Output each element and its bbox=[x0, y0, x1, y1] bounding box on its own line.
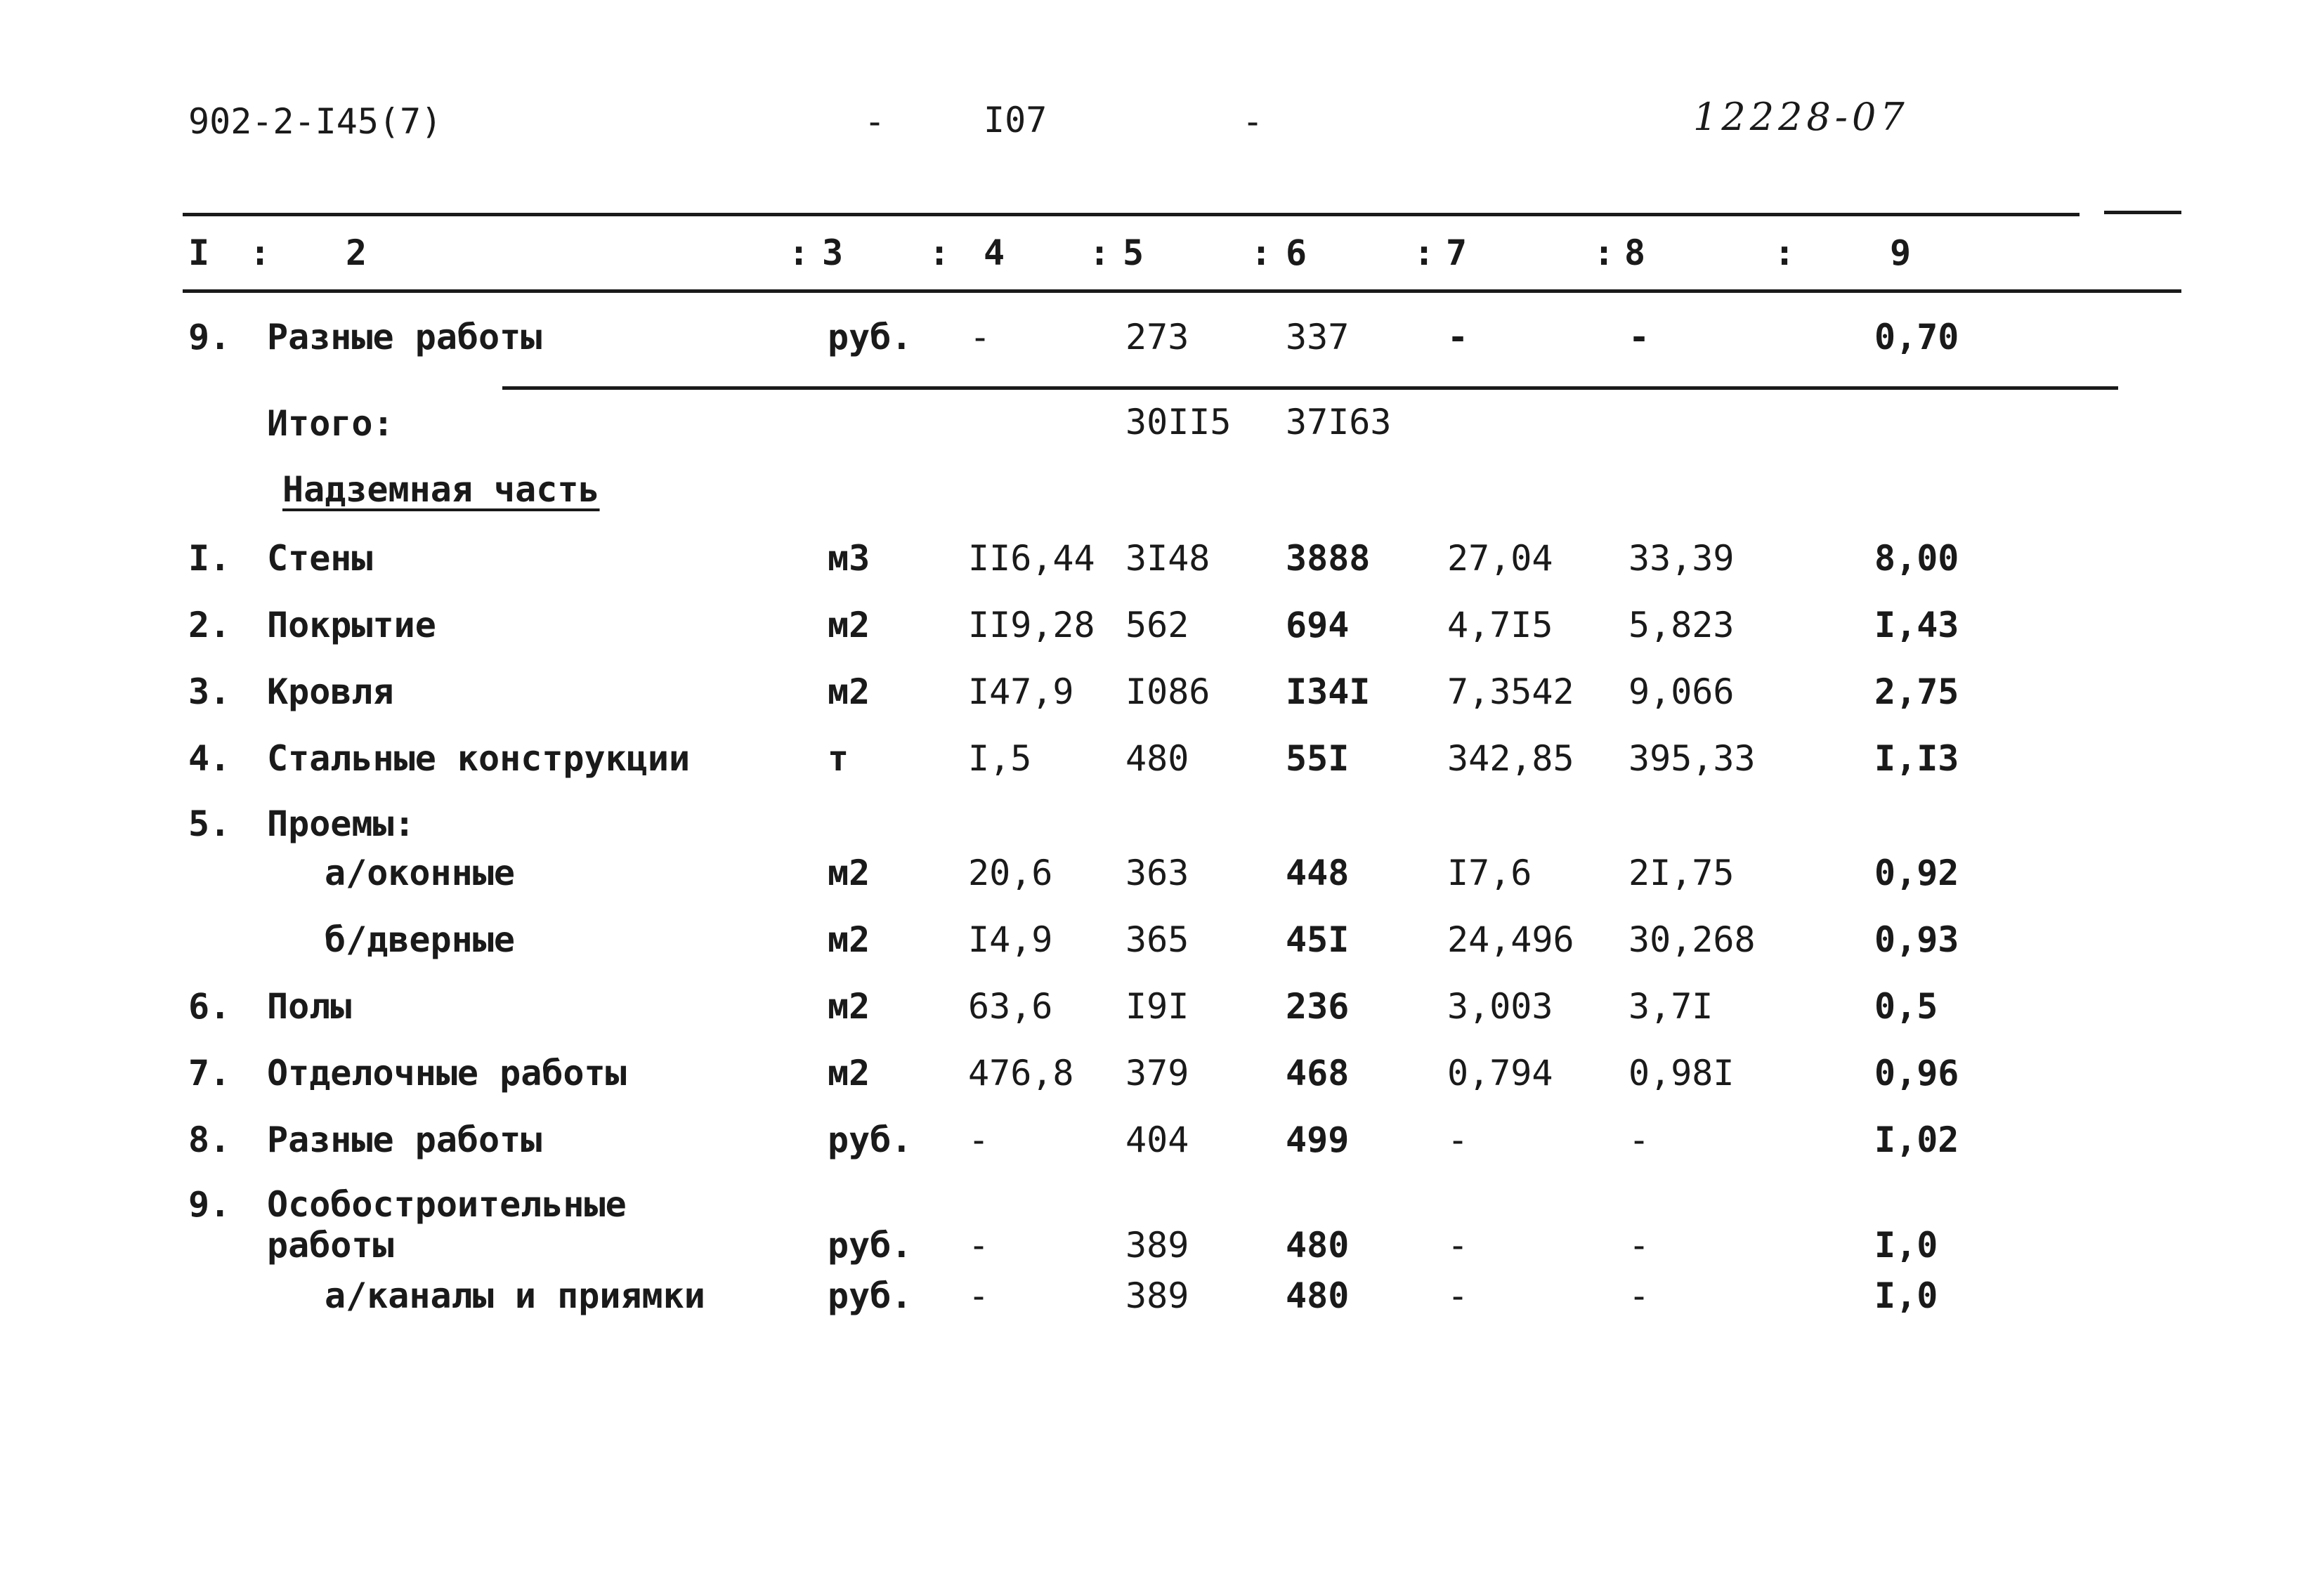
row-unit: руб. bbox=[828, 317, 913, 357]
total-label: Итого: bbox=[267, 403, 394, 444]
total-c5: 30II5 bbox=[1125, 402, 1232, 442]
cell-c6: 468 bbox=[1286, 1053, 1350, 1094]
row-unit: м2 bbox=[828, 986, 870, 1027]
total-rule bbox=[502, 386, 2118, 390]
col-separator: : bbox=[1414, 232, 1435, 273]
cell-c8: 3,7I bbox=[1628, 986, 1713, 1027]
cell-c8: - bbox=[1628, 1275, 1650, 1316]
row-number: 8. bbox=[188, 1119, 231, 1160]
row-name: а/оконные bbox=[325, 853, 515, 893]
cell-c4: I,5 bbox=[968, 738, 1032, 779]
cell-c8: - bbox=[1628, 317, 1650, 357]
row-unit: м2 bbox=[828, 671, 870, 712]
cell-c4: I4,9 bbox=[968, 919, 1053, 960]
col-header: 9 bbox=[1890, 232, 1912, 273]
cell-c4: - bbox=[968, 1225, 990, 1266]
dash-right: - bbox=[1242, 101, 1264, 142]
top-rule bbox=[183, 213, 2080, 216]
cell-c9: 0,93 bbox=[1874, 919, 1959, 960]
cell-c6: 337 bbox=[1286, 317, 1350, 357]
row-unit: м2 bbox=[828, 1053, 870, 1094]
row-number: 7. bbox=[188, 1053, 231, 1094]
col-header: 2 bbox=[346, 232, 367, 273]
row-unit: м2 bbox=[828, 605, 870, 645]
col-separator: : bbox=[788, 232, 810, 273]
cell-c7: 3,003 bbox=[1447, 986, 1553, 1027]
row-name: Покрытие bbox=[267, 605, 436, 645]
cell-c5: 389 bbox=[1125, 1275, 1189, 1316]
col-separator: : bbox=[1251, 232, 1272, 273]
cell-c7: 0,794 bbox=[1447, 1053, 1553, 1094]
row-unit: м3 bbox=[828, 538, 870, 579]
row-name: Особостроительные bbox=[267, 1184, 627, 1225]
col-header: 3 bbox=[822, 232, 844, 273]
handwritten-number: 12228-07 bbox=[1693, 95, 1909, 139]
row-name: а/каналы и приямки bbox=[325, 1275, 705, 1316]
row-name: работы bbox=[267, 1225, 394, 1266]
cell-c6: 236 bbox=[1286, 986, 1350, 1027]
cell-c8: - bbox=[1628, 1225, 1650, 1266]
cell-c6: I34I bbox=[1286, 671, 1371, 712]
cell-c5: 3I48 bbox=[1125, 538, 1210, 579]
cell-c7: 342,85 bbox=[1447, 738, 1574, 779]
cell-c8: 2I,75 bbox=[1628, 853, 1735, 893]
col-separator: : bbox=[1089, 232, 1111, 273]
cell-c8: 395,33 bbox=[1628, 738, 1756, 779]
row-number: 9. bbox=[188, 1184, 231, 1225]
row-number: 6. bbox=[188, 986, 231, 1027]
row-number: 2. bbox=[188, 605, 231, 645]
cell-c8: 9,066 bbox=[1628, 671, 1735, 712]
row-unit: м2 bbox=[828, 853, 870, 893]
cell-c5: 379 bbox=[1125, 1053, 1189, 1094]
cell-c7: - bbox=[1447, 317, 1469, 357]
row-number: 4. bbox=[188, 738, 231, 779]
cell-c9: 0,92 bbox=[1874, 853, 1959, 893]
cell-c6: 499 bbox=[1286, 1119, 1350, 1160]
col-separator: : bbox=[1774, 232, 1796, 273]
row-name: Разные работы bbox=[267, 317, 542, 357]
row-unit: руб. bbox=[828, 1119, 913, 1160]
total-c6: 37I63 bbox=[1286, 402, 1392, 442]
cell-c9: 0,5 bbox=[1874, 986, 1938, 1027]
row-name: Кровля bbox=[267, 671, 394, 712]
cell-c9: I,0 bbox=[1874, 1225, 1938, 1266]
dash-left: - bbox=[864, 101, 886, 142]
cell-c4: 476,8 bbox=[968, 1053, 1074, 1094]
row-unit: м2 bbox=[828, 919, 870, 960]
row-number: 9. bbox=[188, 317, 231, 357]
cell-c9: I,43 bbox=[1874, 605, 1959, 645]
cell-c6: 55I bbox=[1286, 738, 1350, 779]
cell-c9: 8,00 bbox=[1874, 538, 1959, 579]
cell-c7: 7,3542 bbox=[1447, 671, 1574, 712]
cell-c7: - bbox=[1447, 1275, 1469, 1316]
page-number: I07 bbox=[984, 100, 1047, 140]
col-header: 5 bbox=[1123, 232, 1144, 273]
col-header: 4 bbox=[984, 232, 1005, 273]
cell-c9: I,02 bbox=[1874, 1119, 1959, 1160]
cell-c7: - bbox=[1447, 1225, 1469, 1266]
cell-c7: 27,04 bbox=[1447, 538, 1553, 579]
cell-c8: 0,98I bbox=[1628, 1053, 1735, 1094]
row-name: Отделочные работы bbox=[267, 1053, 627, 1094]
col-header: 7 bbox=[1446, 232, 1468, 273]
col-separator: : bbox=[929, 232, 951, 273]
cell-c4: - bbox=[968, 1119, 990, 1160]
row-name: Разные работы bbox=[267, 1119, 542, 1160]
cell-c5: 389 bbox=[1125, 1225, 1189, 1266]
cell-c6: 3888 bbox=[1286, 538, 1371, 579]
cell-c6: 694 bbox=[1286, 605, 1350, 645]
cell-c9: I,0 bbox=[1874, 1275, 1938, 1316]
cell-c7: 4,7I5 bbox=[1447, 605, 1553, 645]
col-header: 8 bbox=[1624, 232, 1646, 273]
header-bottom-rule bbox=[183, 289, 2181, 293]
row-name: Стальные конструкции bbox=[267, 738, 691, 779]
cell-c4: II6,44 bbox=[968, 538, 1095, 579]
cell-c8: 5,823 bbox=[1628, 605, 1735, 645]
cell-c7: 24,496 bbox=[1447, 919, 1574, 960]
row-unit: руб. bbox=[828, 1225, 913, 1266]
col-separator: : bbox=[249, 232, 271, 273]
row-number: 3. bbox=[188, 671, 231, 712]
cell-c5: I086 bbox=[1125, 671, 1210, 712]
row-number: 5. bbox=[188, 803, 231, 844]
cell-c9: 0,96 bbox=[1874, 1053, 1959, 1094]
cell-c6: 480 bbox=[1286, 1225, 1350, 1266]
cell-c9: 0,70 bbox=[1874, 317, 1959, 357]
row-name: Полы bbox=[267, 986, 352, 1027]
row-number: I. bbox=[188, 538, 231, 579]
cell-c9: I,I3 bbox=[1874, 738, 1959, 779]
cell-c5: 480 bbox=[1125, 738, 1189, 779]
row-name: Проемы: bbox=[267, 803, 415, 844]
cell-c6: 448 bbox=[1286, 853, 1350, 893]
section-title: Надземная часть bbox=[282, 469, 600, 510]
cell-c5: I9I bbox=[1125, 986, 1189, 1027]
document-code: 902-2-I45(7) bbox=[188, 101, 443, 142]
row-unit: руб. bbox=[828, 1275, 913, 1316]
top-rule-extension bbox=[2104, 211, 2181, 214]
cell-c5: 273 bbox=[1125, 317, 1189, 357]
cell-c6: 45I bbox=[1286, 919, 1350, 960]
cell-c4: I47,9 bbox=[968, 671, 1074, 712]
cell-c4: 63,6 bbox=[968, 986, 1053, 1027]
cell-c7: - bbox=[1447, 1119, 1469, 1160]
cell-c7: I7,6 bbox=[1447, 853, 1532, 893]
row-unit: т bbox=[828, 738, 849, 779]
row-name: Стены bbox=[267, 538, 373, 579]
col-separator: : bbox=[1593, 232, 1615, 273]
col-header: I bbox=[188, 232, 210, 273]
cell-c9: 2,75 bbox=[1874, 671, 1959, 712]
cell-c5: 363 bbox=[1125, 853, 1189, 893]
cell-c8: - bbox=[1628, 1119, 1650, 1160]
cell-c4: 20,6 bbox=[968, 853, 1053, 893]
cell-c8: 30,268 bbox=[1628, 919, 1756, 960]
cell-c5: 562 bbox=[1125, 605, 1189, 645]
row-name: б/дверные bbox=[325, 919, 515, 960]
cell-c4: II9,28 bbox=[968, 605, 1095, 645]
cell-c8: 33,39 bbox=[1628, 538, 1735, 579]
cell-c5: 365 bbox=[1125, 919, 1189, 960]
cell-c4: - bbox=[968, 1275, 990, 1316]
cell-c6: 480 bbox=[1286, 1275, 1350, 1316]
cell-c5: 404 bbox=[1125, 1119, 1189, 1160]
col-header: 6 bbox=[1286, 232, 1307, 273]
cell-c4: - bbox=[970, 317, 991, 357]
